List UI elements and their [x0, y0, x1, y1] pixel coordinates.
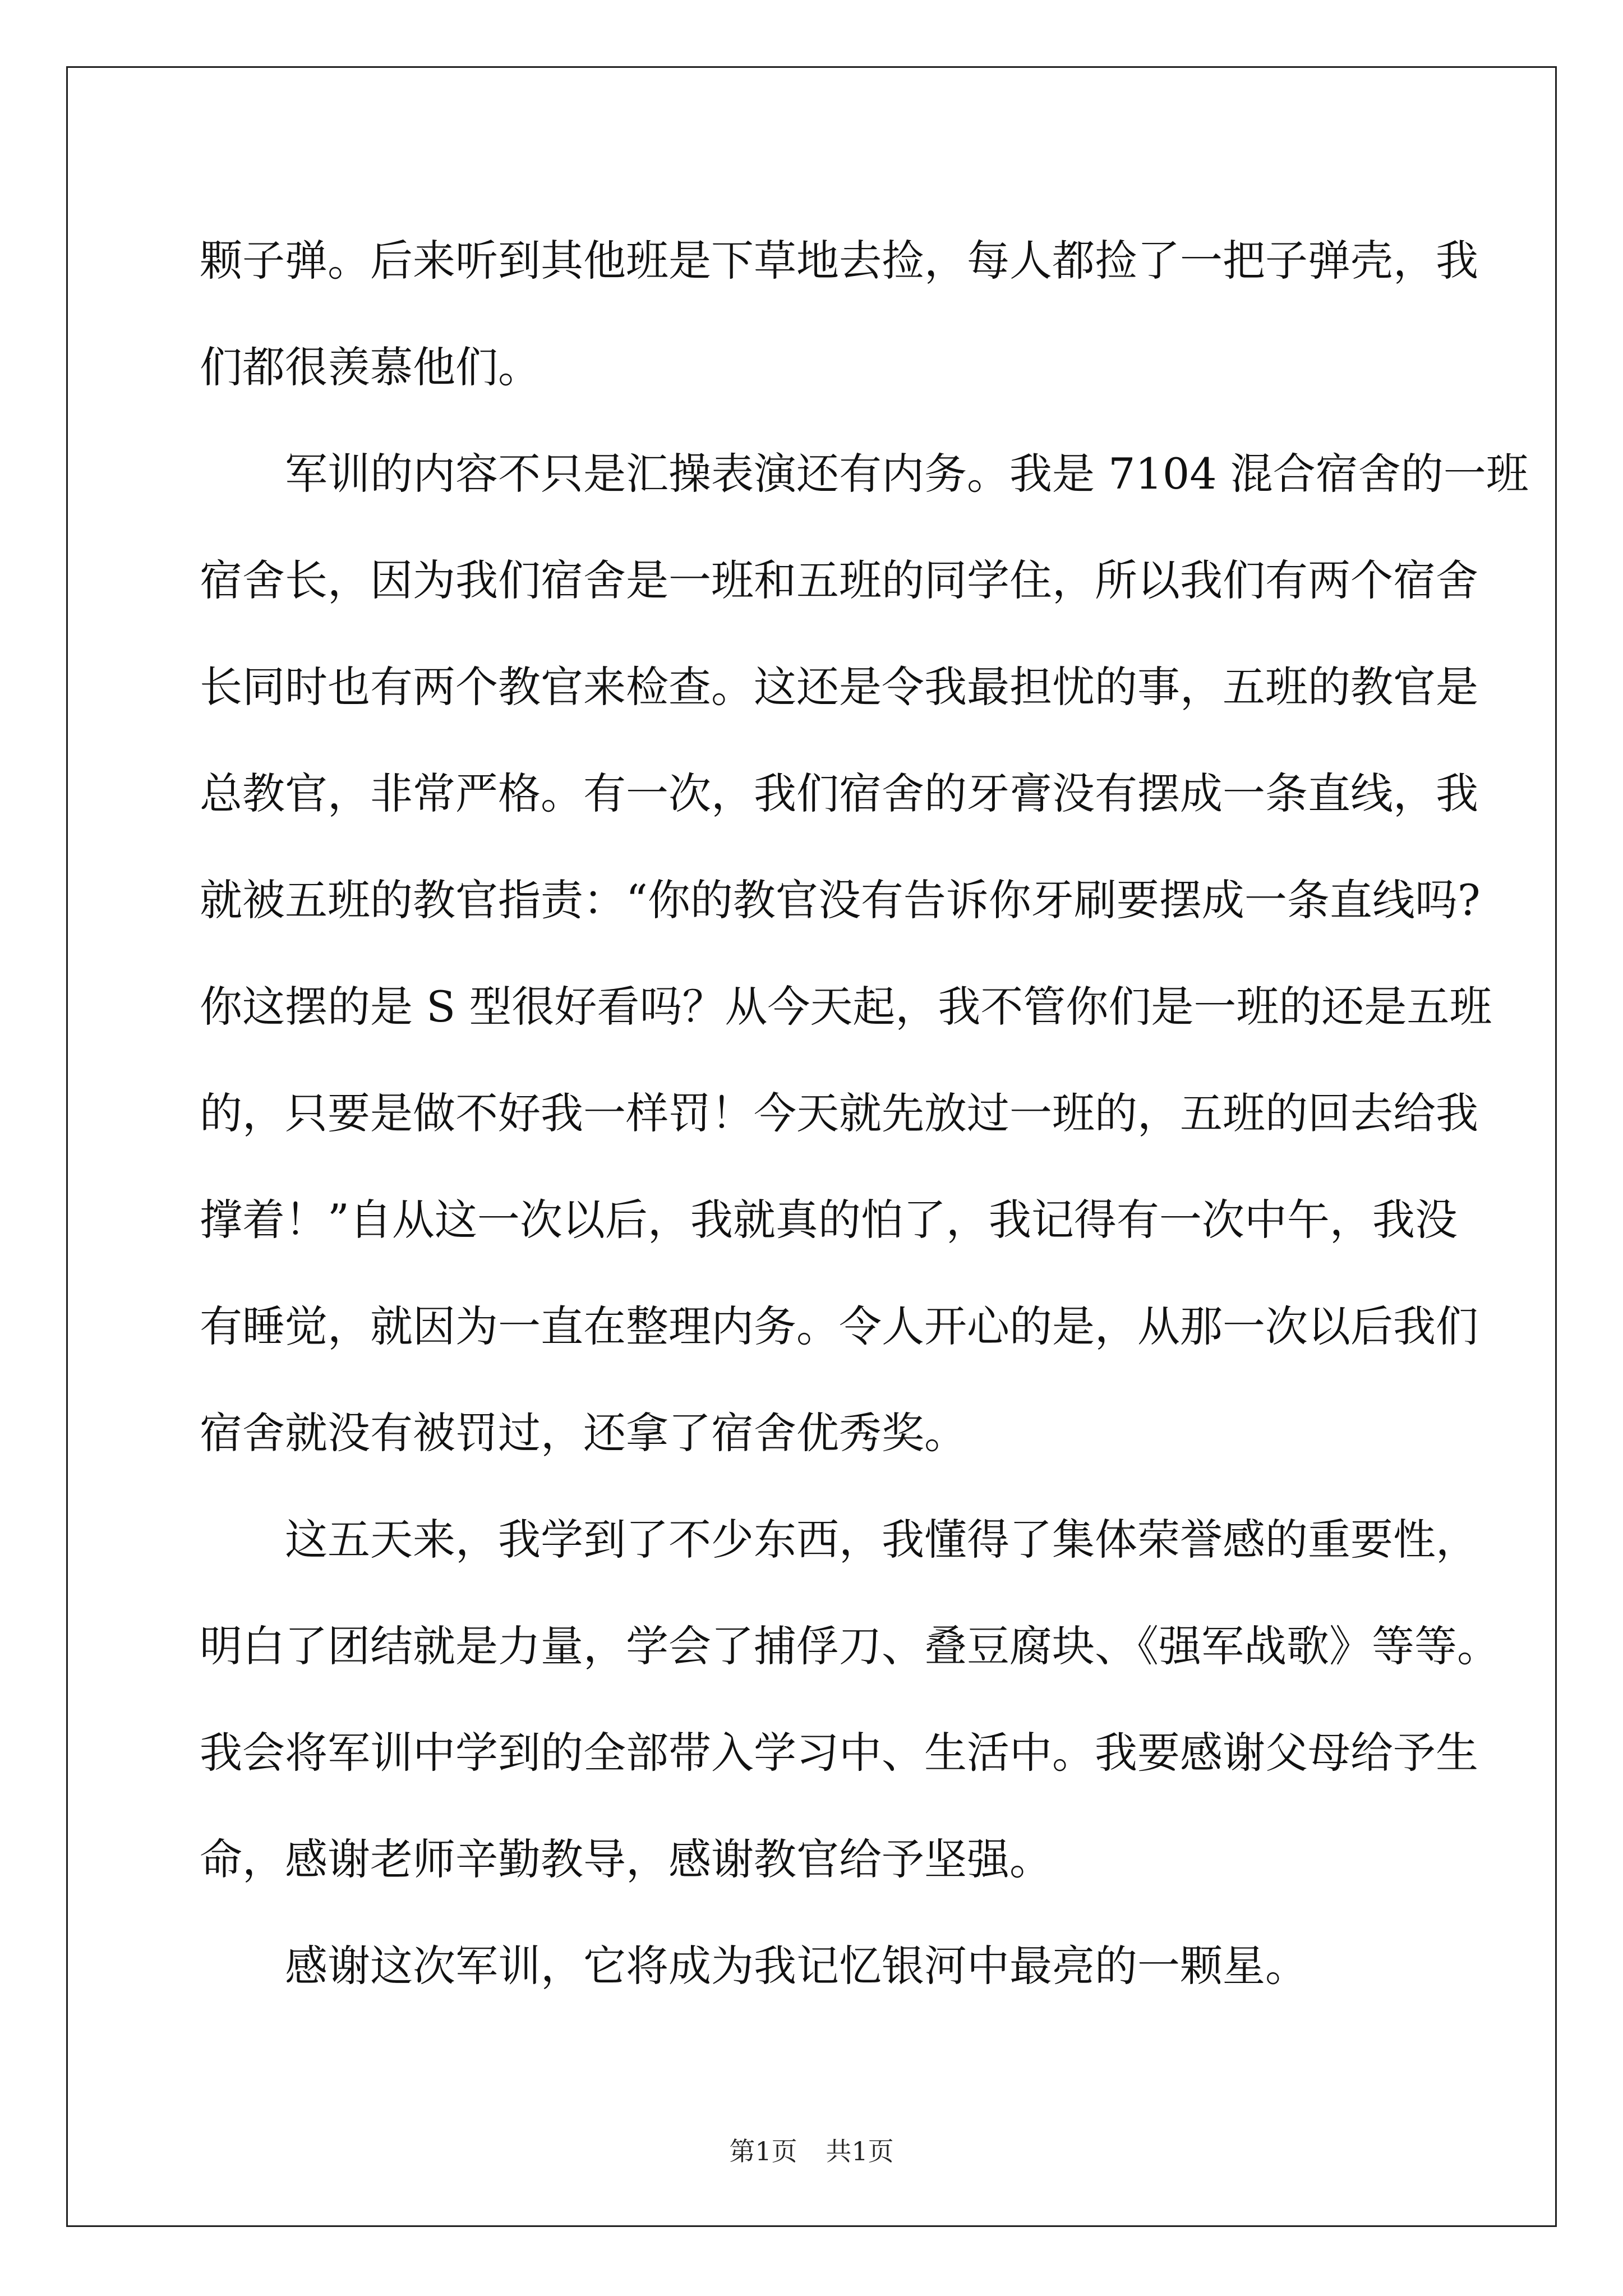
text-line: 们都很羡慕他们。 — [200, 342, 541, 392]
text-line: 我会将军训中学到的全部带入学习中、生活中。我要感谢父母给予生 — [200, 1728, 1478, 1778]
paragraph-start: 军训的内容不只是汇操表演还有内务。我是 7104 混合宿舍的一班 — [285, 449, 1529, 499]
page-footer — [0, 2134, 1623, 2168]
text-line: 就被五班的教官指责：“你的教官没有告诉你牙刷要摆成一条直线吗? — [200, 875, 1481, 925]
paragraph-start: 这五天来，我学到了不少东西，我懂得了集体荣誉感的重要性， — [285, 1515, 1478, 1565]
text-line: 你这摆的是 S 型很好看吗？从今天起，我不管你们是一班的还是五班 — [200, 982, 1492, 1032]
text-line: 有睡觉，就因为一直在整理内务。令人开心的是，从那一次以后我们 — [200, 1301, 1478, 1351]
text-line: 长同时也有两个教官来检查。这还是令我最担忧的事，五班的教官是 — [200, 662, 1478, 712]
text-line: 明白了团结就是力量，学会了捕俘刀、叠豆腐块、《强军战歌》等等。 — [200, 1621, 1500, 1671]
paragraph-start: 感谢这次军训，它将成为我记忆银河中最亮的一颗星。 — [285, 1941, 1308, 1991]
text-line: 宿舍长，因为我们宿舍是一班和五班的同学住，所以我们有两个宿舍 — [200, 555, 1478, 605]
text-line: 命，感谢老师辛勤教导，感谢教官给予坚强。 — [200, 1834, 1052, 1884]
page-total: 共1页 — [826, 2136, 894, 2166]
text-line: 颗子弹。后来听到其他班是下草地去捡，每人都捡了一把子弹壳，我 — [200, 236, 1478, 286]
text-line: 的，只要是做不好我一样罚！今天就先放过一班的，五班的回去给我 — [200, 1088, 1478, 1138]
text-line: 总教官，非常严格。有一次，我们宿舍的牙膏没有摆成一条直线，我 — [200, 769, 1478, 818]
text-line: 宿舍就没有被罚过，还拿了宿舍优秀奖。 — [200, 1408, 967, 1458]
page-number: 第1页 — [729, 2136, 797, 2166]
document-body — [200, 208, 1529, 2019]
text-line: 撑着！”自从这一次以后，我就真的怕了，我记得有一次中午，我没 — [200, 1195, 1458, 1245]
